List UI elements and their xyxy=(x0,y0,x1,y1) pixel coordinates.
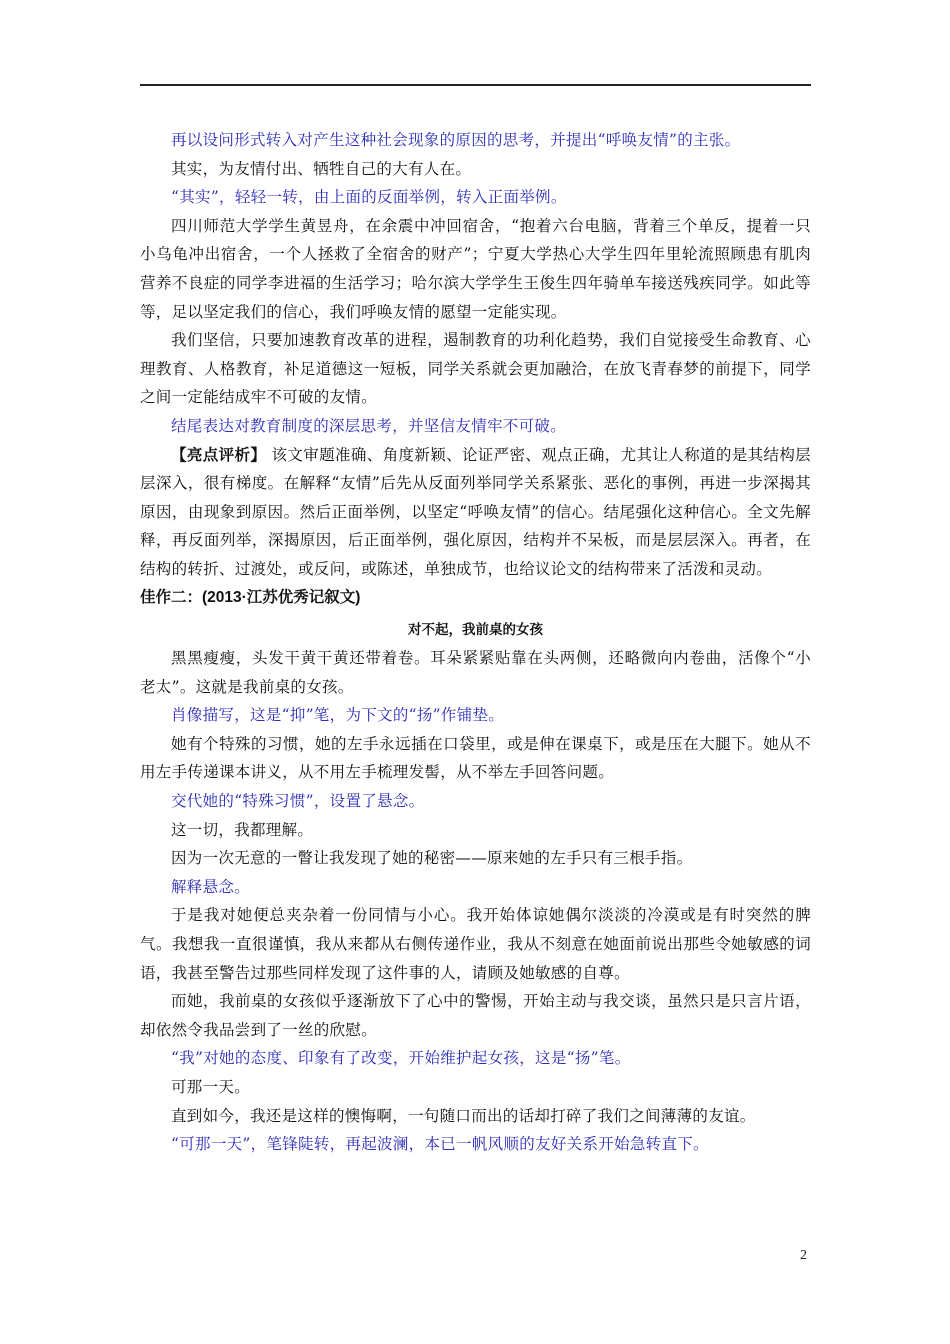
body-paragraph: 其实，为友情付出、牺牲自己的大有人在。 xyxy=(171,159,472,178)
body-paragraph: 这一切，我都理解。 xyxy=(171,820,314,839)
commentary-paragraph: 交代她的“特殊习惯”，设置了悬念。 xyxy=(171,792,425,811)
commentary-paragraph: 结尾表达对教育制度的深层思考，并坚信友情牢不可破。 xyxy=(171,416,567,435)
body-paragraph: 直到如今，我还是这样的懊悔啊，一句随口而出的话却打碎了我们之间薄薄的友谊。 xyxy=(171,1106,756,1125)
commentary-paragraph: “其实”，轻轻一转，由上面的反面举例，转入正面举例。 xyxy=(171,188,567,207)
bottom-paragraphs xyxy=(140,644,811,1159)
body-paragraph: 于是我对她便总夹杂着一份同情与小心。我开始体谅她偶尔淡淡的冷漠或是有时突然的脾气。我想我一直很谨慎，我从来都从右侧传递作业，我从不刻意在她面前说出那些令她敏感的词语，我甚至警告过那些同样发现了这件事的人，请顾及她敏感的自尊。 xyxy=(140,906,811,982)
review-text: 该文审题准确、角度新颖、论证严密、观点正确，尤其让人称道的是其结构层层深入，很有梯度。在解释“友情”后先从反面列举同学关系紧张、恶化的事例，再进一步深揭其原因，由现象到原因。然后正面举例，以坚定“呼唤友情”的信心。结尾强化这种信心。全文先解释，再反面列举，深揭原因，后正面举例，强化原因，结构并不呆板，而是层层深入。再者，在结构的转折、过渡处，或反问，或陈述，单独成节，也给议论文的结构带来了活泼和灵动。 xyxy=(140,445,811,578)
page-number: 2 xyxy=(800,1248,807,1263)
commentary-paragraph: 肖像描写，这是“抑”笔，为下文的“扬”作铺垫。 xyxy=(171,706,505,725)
review-paragraph xyxy=(140,441,811,584)
review-label: 【亮点评析】 xyxy=(171,444,267,464)
commentary-paragraph: 解释悬念。 xyxy=(171,877,251,896)
body-paragraph: 可那一天。 xyxy=(171,1078,251,1096)
commentary-paragraph: “我”对她的态度、印象有了改变，开始维护起女孩，这是“扬”笔。 xyxy=(171,1049,631,1068)
body-paragraph: 四川师范大学学生黄昱舟，在余震中冲回宿舍，“抱着六台电脑，背着三个单反，提着一只小乌龟冲出宿舍，一个人拯救了全宿舍的财产”；宁夏大学热心大学生四年里轮流照顾患有肌肉营养不良症的同学李进福的生活学习；哈尔滨大学学生王俊生四年骑单车接送残疾同学。如此等等，足以坚定我们的信心，我们呼唤友情的愿望一定能实现。 xyxy=(140,216,811,321)
commentary-paragraph: “可那一天”，笔锋陡转，再起波澜，本已一帆风顺的友好关系开始急转直下。 xyxy=(171,1135,709,1154)
body-paragraph: 黑黑瘦瘦，头发干黄干黄还带着卷。耳朵紧紧贴靠在头两侧，还略微向内卷曲，活像个“小老太”。这就是我前桌的女孩。 xyxy=(140,649,811,696)
body-paragraph: 她有个特殊的习惯，她的左手永远插在口袋里，或是伸在课桌下，或是压在大腿下。她从不用左手传递课本讲义，从不用左手梳理发髻，从不举左手回答问题。 xyxy=(140,734,811,782)
document-body xyxy=(140,126,811,1159)
body-paragraph: 而她，我前桌的女孩似乎逐渐放下了心中的警惕，开始主动与我交谈，虽然只是只言片语，却依然令我品尝到了一丝的欣慰。 xyxy=(140,992,811,1039)
body-paragraph: 我们坚信，只要加速教育改革的进程，遏制教育的功利化趋势，我们自觉接受生命教育、心理教育、人格教育，补足道德这一短板，同学关系就会更加融洽，在放飞青春梦的前提下，同学之间一定能结成牢不可破的友情。 xyxy=(140,331,811,407)
body-paragraph: 因为一次无意的一瞥让我发现了她的秘密——原来她的左手只有三根手指。 xyxy=(171,849,693,868)
essay-title: 对不起，我前桌的女孩 xyxy=(408,622,543,639)
header-rule xyxy=(140,84,811,86)
top-paragraphs xyxy=(140,126,811,441)
section-heading: 佳作二：(2013·江苏优秀记叙文) xyxy=(140,588,361,606)
commentary-paragraph: 再以设问形式转入对产生这种社会现象的原因的思考，并提出“呼唤友情”的主张。 xyxy=(171,131,741,149)
